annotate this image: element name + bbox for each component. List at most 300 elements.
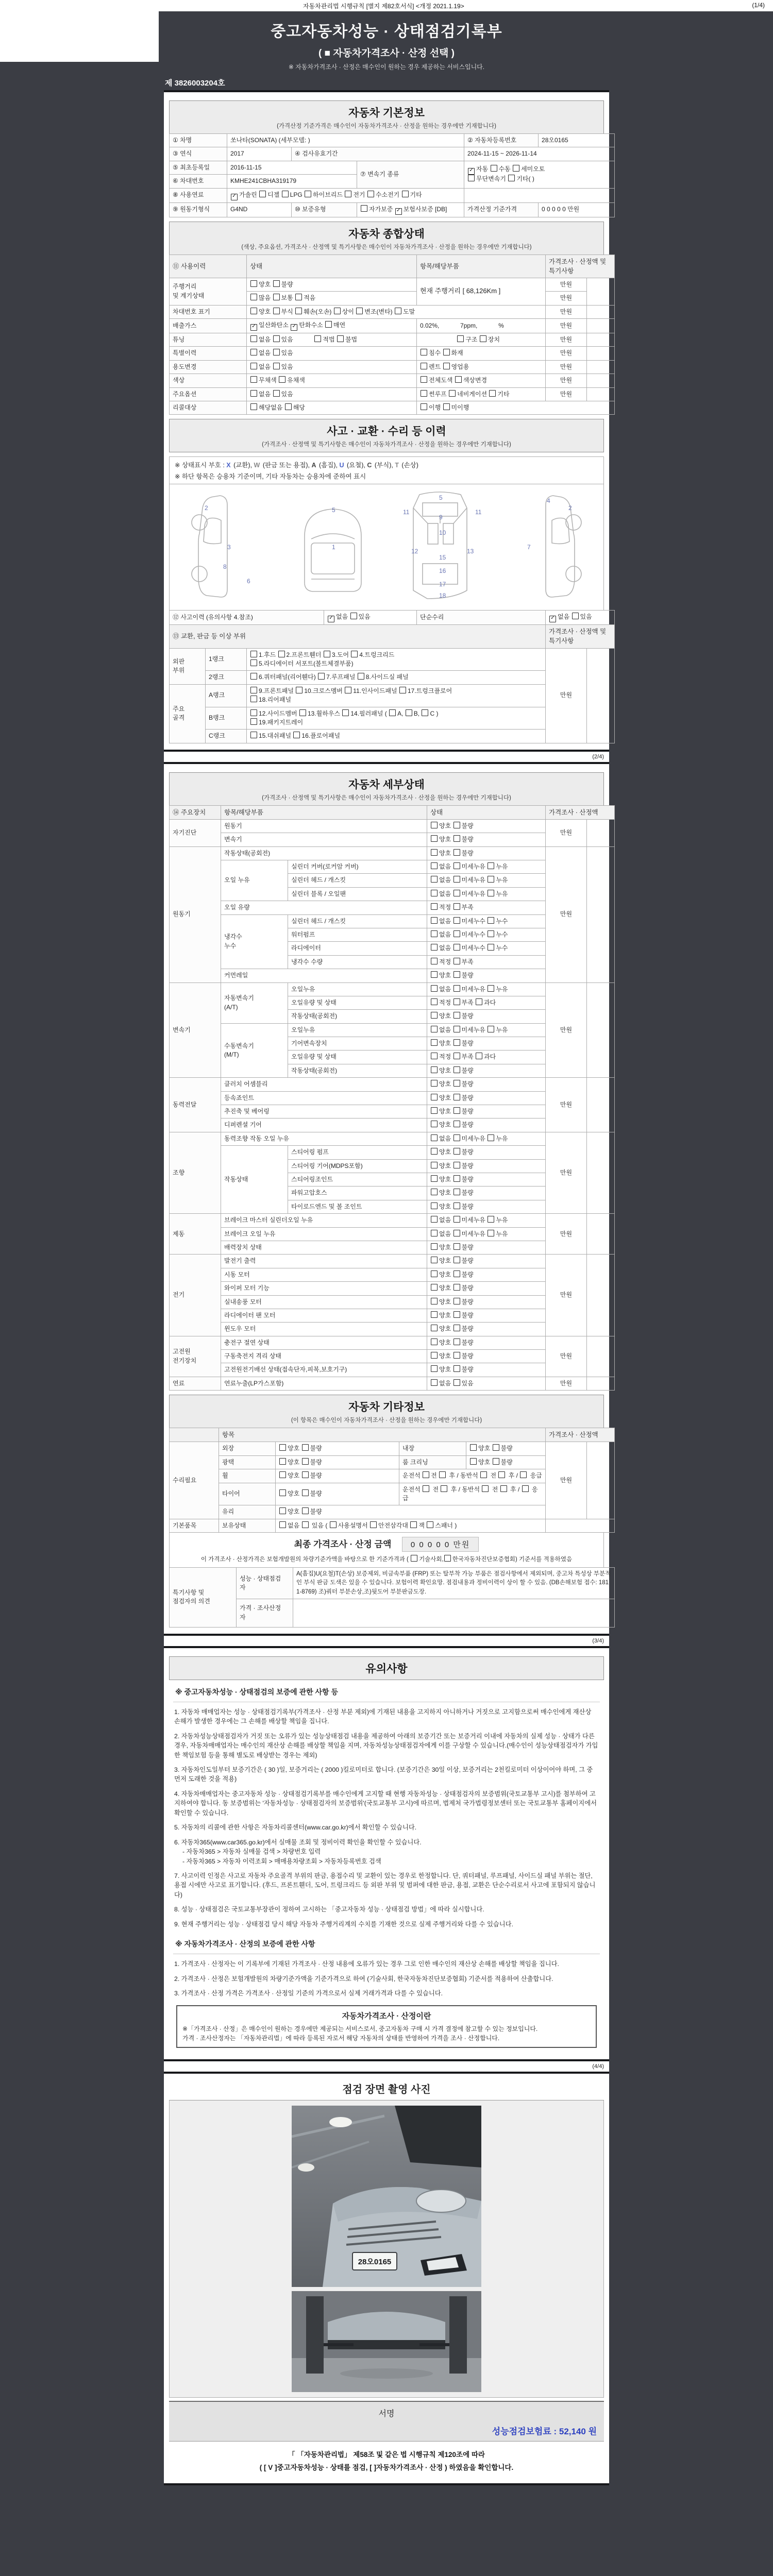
cell: 양호 불량: [427, 833, 546, 846]
checkbox: [453, 890, 460, 896]
cell: 스티어링 기어(MDPS포함): [288, 1159, 427, 1173]
inspection-period-label: ④ 검사유효기간: [292, 147, 464, 161]
report-document: [164, 11, 609, 2485]
checkbox: [441, 1485, 447, 1492]
checkbox: [491, 165, 497, 172]
info-box-lines: [182, 2024, 591, 2043]
cell: 자기진단: [170, 819, 221, 846]
final-price-note: 이 가격조사 · 산정가격은 보험개발원의 차량기준가액을 바탕으로 한 기준가격과 ( 기술사회, 한국자동차진단보증협회) 기준서를 적용하였음: [175, 1555, 598, 1563]
signature-label: 서명: [378, 2410, 395, 2419]
photo-section-title: 점검 장면 촬영 사진: [169, 2078, 604, 2100]
engine-type-label: ⑨ 원동기형식: [170, 202, 227, 217]
checkbox: [453, 971, 460, 978]
checkbox: [421, 390, 427, 397]
cell: 만원: [546, 318, 587, 333]
checkbox: [431, 903, 438, 910]
checkbox: [361, 205, 367, 212]
checkbox: [250, 335, 257, 342]
cell: ⑭ 주요장치: [170, 805, 221, 819]
reg-no-label: ② 자동차등록번호: [464, 134, 539, 147]
checkbox: [453, 849, 460, 856]
checkbox: [453, 1053, 460, 1059]
checkbox: [453, 1338, 460, 1345]
cell: 가격조사 · 산정액: [546, 1428, 615, 1442]
cell: 양호 불량: [427, 1064, 546, 1077]
fuel-options: ✓ 가솔린 디젤 LPG 하이브리드 전기 수소전기 기타: [227, 188, 464, 202]
checkbox: [350, 613, 357, 619]
cell: 오일누유: [288, 1023, 427, 1037]
checkbox: [444, 1555, 451, 1562]
cell: 없음 미세누유 누유: [427, 1214, 546, 1227]
checkbox: [334, 308, 341, 314]
checkbox: [443, 349, 450, 355]
cell: 타이로드엔드 및 볼 조인트: [288, 1200, 427, 1213]
cell: 자동변속기 (A/T): [221, 982, 288, 1023]
cell: C랭크: [206, 730, 247, 743]
cell: 만원: [546, 1377, 587, 1390]
engine-type-value: G4ND: [227, 202, 292, 217]
checkbox: [431, 944, 438, 951]
cell: 가격조사 · 산정액 및 특기사항: [546, 255, 615, 278]
checkbox: [250, 732, 257, 738]
checkbox: [431, 1379, 438, 1386]
checkbox: [351, 651, 358, 657]
checkbox: [488, 890, 494, 896]
cell: 전체도색 색상변경: [417, 374, 546, 387]
status-code-C: C: [367, 462, 372, 469]
cell: [587, 387, 615, 401]
checkbox: [480, 1471, 487, 1478]
checkbox: [453, 944, 460, 951]
diagram-zone-number: 9: [439, 514, 443, 521]
cell: 만원: [546, 305, 587, 318]
cell: 수리필요: [170, 1442, 219, 1519]
cell: 양호 불량: [466, 1455, 546, 1469]
cell: 적정 부족 과다: [427, 1050, 546, 1064]
checkbox: [273, 349, 280, 355]
checkbox: [431, 1189, 438, 1195]
notice-item: 8. 성능 · 상태점검은 국토교통부장관이 정하여 고시하는 「중고자동차 성능 · 상태점검 방법」에 따라 실시합니다.: [174, 1906, 484, 1913]
diagram-zone-number: 13: [467, 548, 474, 555]
checkbox: [324, 651, 330, 657]
cell: 가격조사 · 산정액 및 특기사항: [546, 625, 615, 648]
checkbox: [453, 930, 460, 937]
cell: 항목: [219, 1428, 546, 1442]
checkbox: [330, 1521, 337, 1528]
cell: 적정 부족: [427, 901, 546, 914]
checkbox: [453, 1298, 460, 1304]
cell: 항목/해당부품: [221, 805, 427, 819]
checkbox: [423, 1471, 429, 1478]
diagram-zone-number: 8: [223, 563, 227, 571]
cell: [587, 360, 615, 374]
signature-band: [169, 2401, 604, 2442]
emission-values: 0.02%, 7ppm, %: [417, 318, 546, 333]
cell: 작동상태(공회전): [288, 1064, 427, 1077]
checkbox: [299, 709, 306, 716]
cell: 없음 미세누유 누유: [427, 887, 546, 901]
checkbox: [431, 1094, 438, 1100]
basic-table: [169, 133, 615, 217]
status-code-W: W: [254, 462, 260, 469]
cell: 상태: [247, 255, 417, 278]
cell: 양호 불량: [427, 1241, 546, 1254]
cell: 렌트 영업용: [417, 360, 546, 374]
cell: 만원: [546, 278, 587, 291]
cell: 양호 불량: [427, 969, 546, 982]
report-subtitle: ( ■ 자동차가격조사 · 산정 선택 ): [318, 48, 455, 59]
inspection-period-value: 2024-11-15 ~ 2026-11-14: [464, 147, 615, 161]
checkbox: [285, 403, 292, 410]
cell: 없음 미세누유 누유: [427, 1023, 546, 1037]
cell: 외장: [219, 1442, 276, 1455]
checkbox: [279, 376, 285, 383]
cell: 시동 모터: [221, 1268, 427, 1281]
section-title: 자동차 기타정보: [348, 1401, 425, 1414]
checkbox: [295, 308, 302, 314]
checkbox: [453, 1107, 460, 1114]
cell: 실내송풍 모터: [221, 1295, 427, 1309]
checkbox: [431, 1365, 438, 1372]
checkbox: [421, 403, 427, 410]
reg-no-value: 28오0165: [539, 134, 615, 147]
checkbox: [453, 1216, 460, 1223]
checkbox: [431, 1270, 438, 1277]
cell: A랭크: [206, 684, 247, 707]
diagram-zone-number: 7: [527, 544, 531, 551]
checkbox: [453, 1012, 460, 1019]
cell: 와이퍼 모터 기능: [221, 1282, 427, 1295]
section-note: (가격산정 기준가격은 매수인이 자동차가격조사 · 산정을 원하는 경우에만 기재합니다): [277, 123, 496, 129]
checkbox: [259, 191, 266, 197]
checkbox: [431, 998, 438, 1005]
rank-table: [169, 624, 615, 743]
checkbox: [279, 1444, 286, 1451]
checkbox: [453, 1134, 460, 1141]
checkbox: [453, 1026, 460, 1032]
checkbox: [431, 917, 438, 924]
report-header: [164, 11, 609, 74]
checkbox: [453, 1257, 460, 1263]
checkbox: [457, 335, 464, 342]
diagram-zone-number: 6: [247, 578, 250, 585]
cell: 배력장치 상태: [221, 1241, 427, 1254]
checkbox: [389, 709, 396, 716]
final-price-value: 0 0 0 0 0 만원: [402, 1537, 479, 1552]
notice-item: 9. 현재 주행거리는 성능 · 상태점검 당시 해당 자동차 주행거리계의 수치를 기재한 것으로 실제 주행거리와 다를 수 있습니다.: [174, 1920, 513, 1928]
confirmation-line-2: ( [ V ]중고자동차성능 · 상태를 점검, [ ]자동차가격조사 · 산정 ) 하였음을 확인합니다.: [259, 2463, 514, 2471]
diagram-zone-number: 12: [411, 548, 418, 555]
checkbox: [431, 985, 438, 992]
cell: 없음 미세누수 누수: [427, 942, 546, 955]
diagram-zone-number: 15: [439, 554, 446, 562]
checkbox: [431, 1026, 438, 1032]
cell: 오일유량 및 상태: [288, 1050, 427, 1064]
checkbox: [470, 1444, 477, 1451]
section-title: 자동차 세부상태: [348, 778, 425, 791]
status-code-A: A: [311, 462, 316, 469]
notice-item: 7. 사고이력 인정은 사고로 자동차 주요골격 부위의 판금, 용접수리 및 교환이 있는 경우로 한정합니다. 단, 쿼터패널, 루프패널, 사이드실 패널 부위는 절단, 용접 시에만 사고로 표기합니다. (후드, 프론트휀더, 도어, 트렁크리드 등 외판 부위 및 범퍼에 대한 판금, 용접, 교환은 단순수리로서 사고에 포함되지 않습니다): [174, 1872, 596, 1899]
checkbox: [250, 390, 257, 397]
checkbox: [453, 1270, 460, 1277]
checkbox: [453, 1352, 460, 1359]
checkbox: [453, 903, 460, 910]
checkbox: [488, 876, 494, 883]
cell: 클러치 어셈블리: [221, 1078, 427, 1091]
corner-blank: [0, 11, 159, 62]
checkbox: [342, 709, 349, 716]
checkbox-checked: [468, 168, 475, 175]
cell: [587, 1214, 615, 1255]
checkbox: [453, 862, 460, 869]
panel-rank-table-wrap: [169, 624, 607, 743]
cell: 양호 불량: [427, 1173, 546, 1186]
cell: 실린더 헤드 / 개스킷: [288, 874, 427, 887]
cell: 스티어링조인트: [288, 1173, 427, 1186]
mileage-value: 현재 주행거리 [ 68,126Km ]: [417, 278, 546, 305]
notice-list-1: [173, 1707, 600, 1929]
section-title: 사고 · 교환 · 수리 등 이력: [327, 426, 446, 438]
checkbox: [498, 1471, 505, 1478]
other-info-table-wrap: [169, 1428, 604, 1533]
cell: 만원: [546, 1336, 587, 1377]
confirmation-statement: [169, 2442, 604, 2477]
checkbox-checked: [549, 616, 556, 622]
cell: [587, 982, 615, 1078]
simple-repair-value: ✓ 없음 있음: [546, 611, 615, 625]
checkbox: [302, 1489, 309, 1496]
cell: [587, 648, 615, 743]
accident-history-label: ⑫ 사고이력 (유의사항 4.참조): [170, 611, 324, 625]
detail-table: [169, 805, 615, 1391]
cell: 실린더 헤드 / 개스킷: [288, 914, 427, 928]
cell: 없음 미세누수 누수: [427, 928, 546, 941]
diagram-zone-number: 10: [439, 529, 446, 537]
cell: 작동상태(공회전): [288, 1010, 427, 1023]
cell: 변속기: [221, 833, 427, 846]
detail-status-table-wrap: [169, 805, 604, 1391]
checkbox: [480, 335, 486, 342]
page-2: [164, 762, 609, 1636]
cell: 타이어: [219, 1483, 276, 1505]
cell: 조향: [170, 1132, 221, 1213]
cell: 원동기: [170, 846, 221, 982]
section-note: (가격조사 · 산정액 및 특기사항은 매수인이 자동차가격조사 · 산정을 원하는 경우에만 기재합니다): [262, 794, 511, 801]
first-reg-value: 2016-11-15: [227, 161, 357, 174]
cell: 썬루프 네비게이션 기타: [417, 387, 546, 401]
cell: 없음 있음: [247, 347, 417, 360]
cell: 없음 미세누유 누유: [427, 982, 546, 996]
checkbox: [273, 308, 280, 314]
report-subtitle-note: ※ 자동차가격조사 · 산정은 매수인이 원하는 경우 제공하는 서비스입니다.: [288, 63, 485, 71]
checkbox: [453, 1148, 460, 1155]
notice-item: 3. 자동차인도일부터 보증기간은 ( 30 )일, 보증거리는 ( 2000 )킬로미터로 합니다. (보증기간은 30일 이상, 보증거리는 2천킬로미터 이상이어야 하며, 그 중 먼저 도래한 것을 적용): [174, 1766, 593, 1783]
cell: 없음 미세누유 누유: [427, 1132, 546, 1145]
cell: 가격조사 · 산정액: [546, 805, 615, 819]
checkbox: [250, 308, 257, 314]
checkbox: [488, 1134, 494, 1141]
checkbox: [402, 191, 409, 197]
cell: 주행거리 및 계기상태: [170, 278, 247, 305]
cell: 냉각수 수량: [288, 955, 427, 969]
checkbox: [453, 835, 460, 842]
checkbox: [273, 335, 280, 342]
checkbox: [431, 1311, 438, 1318]
checkbox: [250, 294, 257, 300]
checkbox: [453, 1080, 460, 1087]
cell: 스티어링 펌프: [288, 1146, 427, 1159]
cell: 만원: [546, 292, 587, 305]
checkbox: [453, 917, 460, 924]
cell: 없음 있음: [247, 360, 417, 374]
base-price-label: 가격산정 기준가격: [464, 202, 539, 217]
car-diagram-underbody: [389, 487, 492, 607]
checkbox: [453, 985, 460, 992]
checkbox: [482, 1485, 489, 1492]
cell: 성능 · 상태점검 자: [237, 1568, 293, 1599]
cell: 기어변속장치: [288, 1037, 427, 1050]
checkbox: [431, 1230, 438, 1236]
checkbox: [302, 1507, 309, 1514]
form-reference: 자동차관리법 시행규칙 [별지 제82호서식] <개정 2021.1.19>: [303, 3, 464, 10]
cell: [587, 374, 615, 387]
page-marker-2: (2/4): [164, 752, 609, 762]
other-table: [169, 1428, 615, 1533]
cell: 침수 화재: [417, 347, 546, 360]
checkbox: [453, 1189, 460, 1195]
cell: [587, 347, 615, 360]
cell: 고전원전기배선 상태(접속단자,피복,보호기구): [221, 1363, 427, 1377]
cell: 1랭크: [206, 648, 247, 671]
checkbox-checked: [395, 208, 402, 215]
cell: [464, 188, 615, 202]
vin-label: ⑥ 차대번호: [170, 175, 227, 188]
section-overall-status: [169, 222, 604, 255]
cell: 보유상태: [219, 1519, 276, 1532]
checkbox: [572, 613, 579, 619]
model-year-label: ③ 연식: [170, 147, 227, 161]
cell: 항목/해당부품: [417, 255, 546, 278]
inspector-remarks: A(흠집)U(요철)T(손상) 보증제외, 비금속부품 (FRP) 또는 탈부착 가능 부품은 점검사항에서 제외되며, 중고차 특성상 부분적인 부식 판금 도색은 있을 수 있습니다. 보험이력 확인요망. 점검내용과 정비이력이 상이 할 수 있음. (DB손해보험 접수: 1811-8769) 조)쿼터 부분손상,조)뒷도어 부분판금도장.: [293, 1568, 615, 1599]
checkbox: [453, 1175, 460, 1182]
checkbox: [250, 403, 257, 410]
section-other-info: [169, 1395, 604, 1428]
checkbox: [250, 709, 257, 716]
checkbox: [489, 390, 496, 397]
cell: 양호 불량: [466, 1442, 546, 1455]
section-detail-status: [169, 772, 604, 806]
confirmation-line-1: 「 「자동차관리법」 제58조 및 같은 법 시행규칙 제120조에 따라: [288, 2451, 485, 2459]
cell: 없음 미세누수 누수: [427, 914, 546, 928]
cell: 만원: [546, 360, 587, 374]
overall-table: [169, 255, 615, 415]
cell: 용도변경: [170, 360, 247, 374]
checkbox: [279, 1489, 286, 1496]
inspection-photo-lift: [292, 2291, 481, 2392]
cell: 양호 불량: [276, 1505, 546, 1519]
checkbox: [476, 1053, 482, 1059]
checkbox: [488, 862, 494, 869]
page-marker-4: (4/4): [164, 2061, 609, 2072]
checkbox: [367, 191, 374, 197]
cell: 운전석 전 후 / 동반석 전 후 / 응급: [399, 1483, 546, 1505]
checkbox: [431, 958, 438, 964]
cell: 고전원 전기장치: [170, 1336, 221, 1377]
cell: 양호 불량: [427, 1309, 546, 1322]
cell: 양호 불량: [427, 1159, 546, 1173]
cell: 광택: [219, 1455, 276, 1469]
checkbox: [453, 1162, 460, 1168]
checkbox: [250, 651, 257, 657]
checkbox: [250, 376, 257, 383]
cell: 워터펌프: [288, 928, 427, 941]
cell: 많음 보통 적음: [247, 292, 417, 305]
notice-item: 6. 자동차365(www.car365.go.kr)에서 실매물 조회 및 정비이력 확인을 확인할 수 있습니다. - 자동차365 > 자동차 실매물 검색 > 차량번호 입력 - 자동차365 > 자동차 이력조회 > 매매용차량조회 > 자동차등록번호 검색: [174, 1838, 422, 1865]
cell: 적정 부족 과다: [427, 996, 546, 1009]
checkbox: [250, 363, 257, 369]
cell: 오일 누유: [221, 860, 288, 901]
cell: 양호 불량: [427, 1037, 546, 1050]
checkbox: [421, 349, 427, 355]
cell: 운전석 전 후 / 동반석 전 후 / 응급: [399, 1469, 546, 1483]
cell: 라디에이터: [288, 942, 427, 955]
diagram-zone-number: 16: [439, 567, 446, 575]
cell: 만원: [546, 1214, 587, 1255]
cell: 색상: [170, 374, 247, 387]
checkbox: [431, 1202, 438, 1209]
checkbox: [476, 998, 482, 1005]
cell: 원동기: [221, 819, 427, 833]
section-title: 자동차 종합상태: [348, 228, 425, 240]
cell: ⑬ 교환, 판금 등 이상 부위: [170, 625, 546, 648]
cell: 충전구 절연 상태: [221, 1336, 427, 1349]
checkbox: [453, 1121, 460, 1127]
section-title: 유의사항: [365, 1663, 408, 1675]
checkbox: [431, 1216, 438, 1223]
checkbox: [358, 673, 364, 680]
checkbox: [431, 876, 438, 883]
checkbox: [431, 1162, 438, 1168]
fuel-label: ⑧ 사용연료: [170, 188, 227, 202]
cell: [587, 305, 615, 318]
page-marker-3: (3/4): [164, 1636, 609, 1646]
cell: [587, 1442, 615, 1519]
checkbox: [273, 294, 280, 300]
overall-status-table-wrap: [169, 255, 607, 415]
checkbox: [500, 1485, 507, 1492]
checkbox: [431, 835, 438, 842]
section-notice: [169, 1656, 604, 1680]
cell: 6.쿼터패널(리어휀다) 7.루프패널 8.사이드실 패널: [247, 671, 546, 684]
checkbox: [395, 308, 401, 314]
checkbox: [431, 1148, 438, 1155]
checkbox: [431, 849, 438, 856]
checkbox: [453, 958, 460, 964]
checkbox-checked: [231, 194, 238, 200]
checkbox: [453, 1243, 460, 1250]
cell: 리콜대상: [170, 401, 247, 414]
diagram-zone-number: 5: [331, 506, 335, 514]
checkbox: [453, 876, 460, 883]
notice-item: 2. 가격조사 · 산정은 보험개발원의 차량기준가액을 기준가격으로 하여 (기술사회, 한국자동차진단보증협회) 기준서를 적용하여 산출합니다.: [174, 1975, 553, 1982]
car-name-label: ① 차명: [170, 134, 227, 147]
checkbox: [314, 335, 321, 342]
checkbox: [293, 732, 300, 738]
final-price-block: [169, 1532, 604, 1568]
checkbox: [325, 321, 332, 328]
cell: 만원: [546, 1442, 587, 1519]
checkbox: [453, 1202, 460, 1209]
